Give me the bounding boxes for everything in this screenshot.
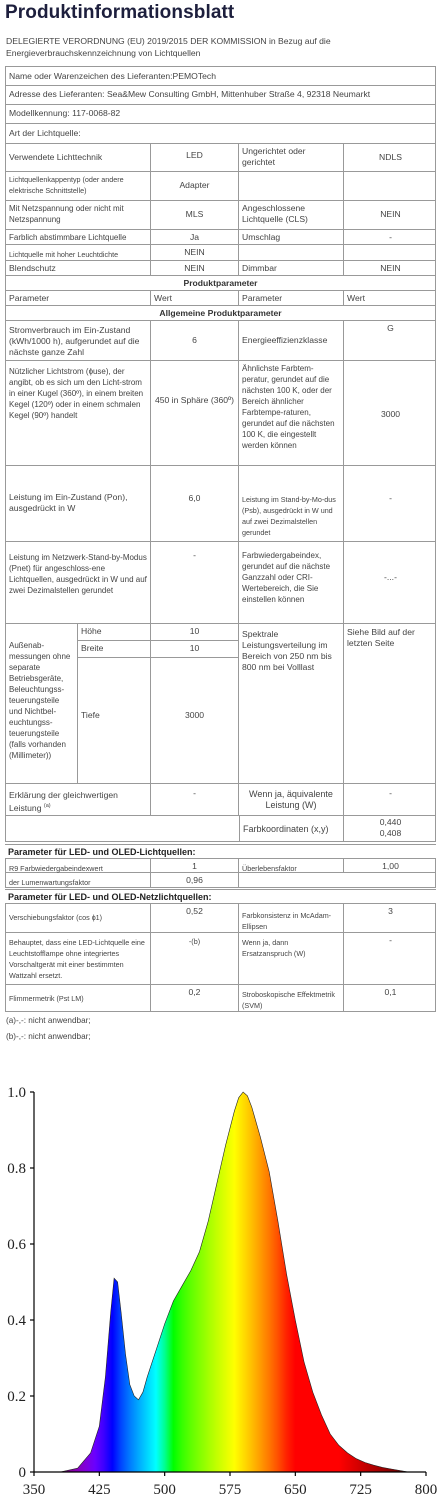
model-value: 117-0068-82 <box>72 108 121 118</box>
cell-label <box>239 172 344 200</box>
type-header-row <box>5 124 436 144</box>
page-title: Produktinformationsblatt <box>5 2 235 23</box>
footnote-b: (b)-,-: nicht anwendbar; <box>6 1032 91 1041</box>
y-tick-label: 1.0 <box>7 1085 26 1101</box>
empty-cell <box>239 873 435 887</box>
tech-row <box>5 144 436 172</box>
cell-label: Umschlag <box>239 230 344 244</box>
y-tick-label: 0 <box>18 1465 26 1481</box>
cell-label: Farblich abstimmbare Lichtquelle <box>6 230 151 244</box>
network-standby-row <box>5 542 436 624</box>
mains-row <box>5 201 436 230</box>
x-tick-label: 725 <box>349 1482 372 1498</box>
cell-value: 0,2 <box>151 985 239 1011</box>
coords-row <box>5 816 436 842</box>
spectrum-area <box>60 1092 409 1472</box>
cell-label: Farbwiedergabeindex, gerundet auf die nächste Ganzzahl oder CRI-Wertebereich, die Sie einstellen können <box>239 542 344 623</box>
equivalent-text: Erklärung der gleichwertigen Leistung <box>9 790 118 813</box>
power-row <box>5 466 436 542</box>
supplier-row <box>5 66 436 86</box>
param-head-row <box>5 291 436 306</box>
cell-value: 3 <box>388 906 393 916</box>
cell-label: Wenn ja, äquivalente Leistung (W) <box>239 784 344 815</box>
height-label: Höhe <box>78 624 151 641</box>
cell-value: 0,96 <box>151 873 239 887</box>
x-tick-label: 425 <box>88 1482 111 1498</box>
cell-value: Ja <box>151 230 239 244</box>
cell-value: NEIN <box>151 245 239 260</box>
cell-value: 0,1 <box>384 987 397 997</box>
cell-label: Stroboskopische Effektmetrik (SVM) <box>239 985 344 1011</box>
cell-label: Ähnlichste Farbtem-peratur, gerundet auf die nächsten 100 K, oder der Bereich ähnlicher Farbtempe-raturen, gerundet auf die nächsten 100 K, die eingestellt werden können <box>239 361 344 465</box>
cell-value: - <box>389 788 392 798</box>
cell-label: der Lumenwartungsfaktor <box>6 873 151 887</box>
cell-value: - <box>389 935 392 945</box>
cell-label: Leistung im Netzwerk-Stand-by-Modus (Pnet) für angeschloss-ene Lichtquellen, ausgedrückt in W und auf zwei Dezimalstellen gerundet <box>6 542 151 623</box>
cell-value: MLS <box>151 201 239 229</box>
empty-cell <box>6 816 239 841</box>
spectral-chart-svg <box>0 1062 441 1500</box>
cell-value: 0,52 <box>151 904 239 932</box>
cell-value: 450 in Sphäre (360º) <box>151 361 239 465</box>
dimensions-label: Außenab-messungen ohne separate Betriebsgeräte, Beleuchtungss-teuerungsteile und Nichtbel-euchtungss-teuerungsteile (falls vorhanden (Millimeter)) <box>6 624 78 783</box>
equivalent-label <box>6 784 151 815</box>
cell-label: Ungerichtet oder gerichtet <box>239 144 344 171</box>
column-header: Wert <box>151 291 239 305</box>
cell-value: - <box>151 542 239 623</box>
cell-label: Leistung im Ein-Zustand (Pon), ausgedrückt in W <box>6 466 151 541</box>
cell-value: 1,00 <box>382 861 399 871</box>
column-header: Wert <box>347 293 365 303</box>
luminance-row <box>5 245 436 261</box>
supplier-label: Name oder Warenzeichen des Lieferanten: <box>9 71 173 81</box>
coords-value <box>344 816 437 841</box>
column-header: Parameter <box>6 291 151 305</box>
coords-label: Farbkoordinaten (x,y) <box>239 816 344 841</box>
spectral-chart <box>0 1062 441 1500</box>
cell-value: NEIN <box>380 263 401 273</box>
cell-label: Lichtquellenkappentyp (oder andere elektrische Schnittstelle) <box>6 172 151 200</box>
footnote-ref: (a) <box>43 803 51 809</box>
cell-label: Angeschlossene Lichtquelle (CLS) <box>239 201 344 229</box>
cell-value: 6,0 <box>151 466 239 541</box>
model-label: Modellkennung: <box>9 108 70 118</box>
cell-label: Dimmbar <box>239 261 344 275</box>
cell-label: Nützlicher Lichtstrom (ɸuse), der angibt, ob es sich um den Licht-strom in einer Kugel (360º), in einem breiten Kegel (120º) oder in einem schmalen Kegel (90º) handelt <box>6 361 151 465</box>
address-row <box>5 85 436 105</box>
cell-label: Leistung im Stand-by-Mo-dus (Psb), ausgedrückt in W und auf zwei Dezimalstellen gerundet <box>239 466 344 541</box>
consumption-row <box>5 321 436 361</box>
column-header: Parameter <box>239 291 344 305</box>
cell-value: -...- <box>384 572 397 582</box>
product-params-row <box>5 276 436 291</box>
glare-row <box>5 261 436 276</box>
cell-label: Energieeffizienzklasse <box>239 321 344 360</box>
cell-label: Farbkonsistenz in McAdam-Ellipsen <box>239 904 344 932</box>
cell-label: Verwendete Lichttechnik <box>6 144 151 171</box>
spectral-value: Siehe Bild auf der letzten Seite <box>347 627 415 648</box>
displacement-row <box>5 903 436 933</box>
cell-label: Überlebensfaktor <box>239 859 344 872</box>
coord-x: 0,440 <box>379 817 402 827</box>
y-tick-label: 0.8 <box>7 1161 26 1177</box>
supplier-value: PEMOTech <box>172 71 217 81</box>
cell-value: G <box>387 323 394 333</box>
address-label: Adresse des Lieferanten: <box>9 89 105 99</box>
x-tick-label: 575 <box>218 1482 242 1498</box>
cell-value: 1 <box>151 859 239 872</box>
product-params-heading: Produktparameter <box>183 278 258 288</box>
tunable-row <box>5 230 436 245</box>
cell-value: Adapter <box>151 172 239 200</box>
replacement-row <box>5 933 436 985</box>
general-params-row <box>5 306 436 321</box>
net-params-heading: Parameter für LED- und OLED-Netzlichtquellen: <box>5 889 436 904</box>
x-tick-label: 650 <box>284 1482 307 1498</box>
spectral-label: Spektrale Leistungsverteilung im Bereich von 250 nm bis 800 nm bei Volllast <box>239 624 344 783</box>
cell-label: Blendschutz <box>6 261 151 275</box>
cell-value: LED <box>151 144 239 171</box>
cell-label: Stromverbrauch im Ein-Zustand (kWh/1000 h), aufgerundet auf die nächste ganze Zahl <box>6 321 151 360</box>
cell-label: Flimmermetrik (Pst LM) <box>6 985 151 1011</box>
cap-row <box>5 172 436 201</box>
equivalent-row <box>5 784 436 816</box>
cell-label <box>239 245 344 260</box>
cell-value: NEIN <box>151 261 239 275</box>
cell-label: Behauptet, dass eine LED-Lichtquelle eine Leuchtstofflampe ohne integriertes Vorschaltgerät mit einer bestimmten Wattzahl ersetzt. <box>6 933 151 984</box>
x-tick-label: 800 <box>414 1482 438 1498</box>
cell-value: - <box>389 493 392 503</box>
cell-label: Lichtquelle mit hoher Leuchtdichte <box>6 245 151 260</box>
r9-row <box>5 858 436 873</box>
y-tick-label: 0.2 <box>7 1389 26 1405</box>
cell-value <box>344 245 437 260</box>
cell-value: - <box>151 784 239 815</box>
cell-value <box>344 172 437 200</box>
led-params-heading: Parameter für LED- und OLED-Lichtquellen: <box>5 844 436 859</box>
type-header: Art der Lichtquelle: <box>9 128 81 138</box>
x-tick-label: 350 <box>22 1482 46 1498</box>
cell-value: NEIN <box>380 209 401 219</box>
depth-value: 3000 <box>151 658 239 783</box>
lumen-row <box>5 873 436 888</box>
depth-label: Tiefe <box>78 658 151 783</box>
coord-y: 0,408 <box>379 828 402 838</box>
regulation-subtitle: DELEGIERTE VERORDNUNG (EU) 2019/2015 DER KOMMISSION in Bezug auf die Energieverbrauchskennzeichnung von Lichtquellen <box>6 36 331 58</box>
cell-value: 6 <box>151 321 239 360</box>
model-row <box>5 104 436 124</box>
cell-label: Wenn ja, dann Ersatzanspruch (W) <box>239 933 344 984</box>
cell-label: Verschiebungsfaktor (cos ɸ1) <box>6 904 151 932</box>
dimensions-row <box>5 624 436 784</box>
flux-row <box>5 361 436 466</box>
address-value: Sea&Mew Consulting GmbH, Mittenhuber Straße 4, 92318 Neumarkt <box>106 89 371 99</box>
y-tick-label: 0.6 <box>7 1237 26 1253</box>
y-tick-label: 0.4 <box>7 1313 26 1329</box>
footnote-a: (a)-,-: nicht anwendbar; <box>6 1016 91 1025</box>
height-value: 10 <box>151 624 239 641</box>
cell-value: -(b) <box>151 933 239 984</box>
cell-value: NDLS <box>379 152 402 162</box>
cell-value: - <box>389 232 392 242</box>
cell-value: 3000 <box>380 409 401 419</box>
cell-label: Mit Netzspannung oder nicht mit Netzspannung <box>6 201 151 229</box>
general-params-heading: Allgemeine Produktparameter <box>159 308 282 318</box>
width-label: Breite <box>78 641 151 658</box>
x-tick-label: 500 <box>153 1482 176 1498</box>
width-value: 10 <box>151 641 239 658</box>
flicker-row <box>5 985 436 1012</box>
cell-label: R9 Farbwiedergabeindexwert <box>6 859 151 872</box>
